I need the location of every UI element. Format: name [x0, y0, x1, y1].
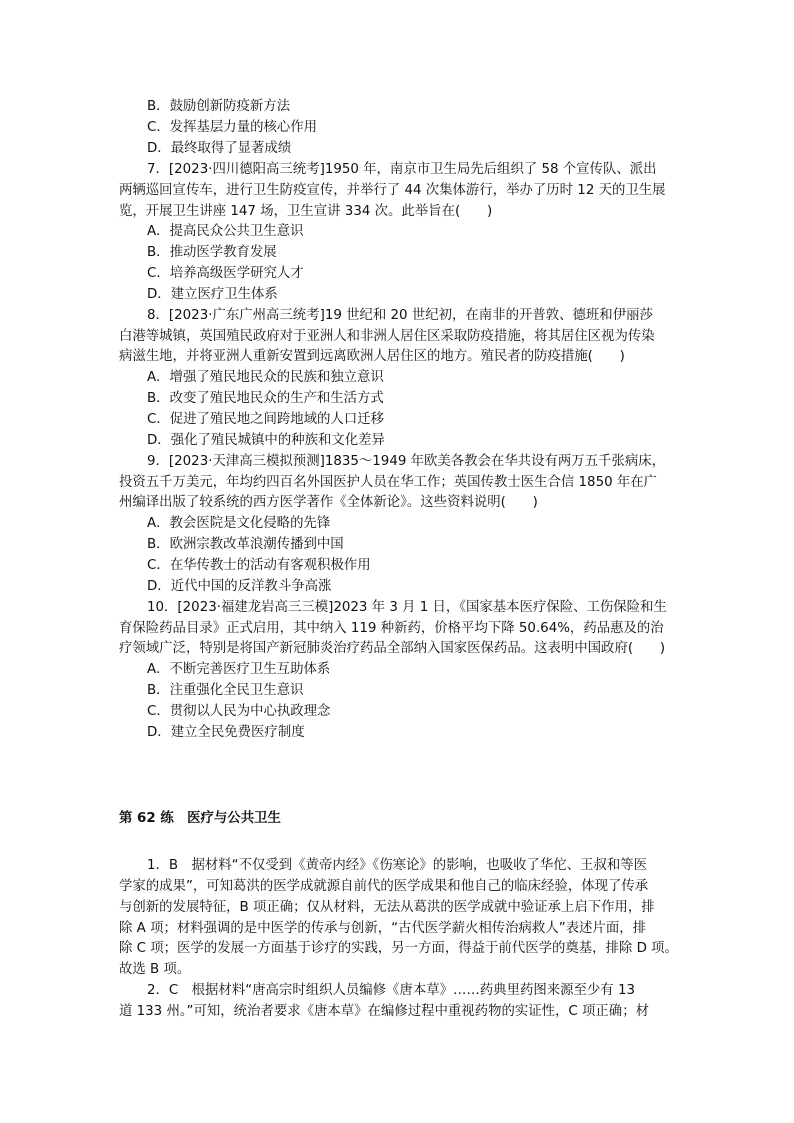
- q9-stem-line-2: 投资五千万美元，年均约四百名外国医护人员在华工作；英国传教士医生合信 1850 年在广: [119, 475, 658, 490]
- q8-option-c: C．促进了殖民地之间跨地域的人口迁移: [147, 412, 384, 427]
- q10-stem-line-2: 育保险药品目录》正式启用，其中纳入 119 种新药，价格平均下降 50.64%，药品惠及的治: [119, 621, 664, 636]
- answer-1-line-3: 与创新的发展特征，B 项正确；仅从材料，无法从葛洪的医学成就中验证承上启下作用，排: [119, 900, 655, 915]
- q9-option-b: B．欧洲宗教改革浪潮传播到中国: [147, 537, 344, 552]
- q7-option-a: A．提高民众公共卫生意识: [147, 224, 304, 239]
- q9-stem-line-1: 9．[2023·天津高三模拟预测]1835～1949 年欧美各教会在华共设有两万五千张病床，: [147, 454, 666, 469]
- q8-option-b: B．改变了殖民地民众的生产和生活方式: [147, 391, 384, 406]
- q8-stem-line-2: 白港等城镇，英国殖民政府对于亚洲人和非洲人居住区采取防疫措施，将其居住区视为传染: [119, 329, 655, 344]
- q6-option-b: B．鼓励创新防疫新方法: [147, 99, 291, 114]
- q10-option-a: A．不断完善医疗卫生互助体系: [147, 662, 331, 677]
- answer-2-line-1: 2．C 根据材料“唐高宗时组织人员编修《唐本草》……药典里药图来源至少有 13: [147, 983, 635, 998]
- q10-stem-line-1: 10．[2023·福建龙岩高三三模]2023 年 3 月 1 日，《国家基本医疗保险、工伤保险和生: [147, 600, 667, 615]
- q10-option-b: B．注重强化全民卫生意识: [147, 683, 304, 698]
- q8-stem-line-3: 病滋生地，并将亚洲人重新安置到远离欧洲人居住区的地方。殖民者的防疫措施( ): [119, 349, 625, 364]
- q7-option-d: D．建立医疗卫生体系: [147, 287, 278, 302]
- q10-stem-line-3: 疗领域广泛，特别是将国产新冠肺炎治疗药品全部纳入国家医保药品。这表明中国政府( ): [119, 641, 666, 656]
- answer-1-line-5: 除 C 项；医学的发展一方面基于诊疗的实践，另一方面，得益于前代医学的奠基，排除 D 项。: [119, 941, 678, 956]
- q9-option-c: C．在华传教士的活动有客观积极作用: [147, 558, 371, 573]
- q9-option-d: D．近代中国的反洋教斗争高涨: [147, 579, 332, 594]
- q7-stem-line-1: 7．[2023·四川德阳高三统考]1950 年，南京市卫生局先后组织了 58 个宣传队、派出: [147, 162, 657, 177]
- q8-stem-line-1: 8．[2023·广东广州高三统考]19 世纪和 20 世纪初，在南非的开普敦、德班和伊丽莎: [147, 308, 653, 323]
- q9-option-a: A．教会医院是文化侵略的先锋: [147, 516, 331, 531]
- q7-option-c: C．培养高级医学研究人才: [147, 266, 304, 281]
- q7-stem-line-3: 览，开展卫生讲座 147 场，卫生宣讲 334 次。此举旨在( ): [119, 204, 493, 219]
- answer-1-line-1: 1．B 据材料“不仅受到《黄帝内经》《伤寒论》的影响，也吸收了华佗、王叔和等医: [147, 858, 648, 873]
- answers-section-title: 第 62 练 医疗与公共卫生: [119, 811, 281, 826]
- q8-option-a: A．增强了殖民地民众的民族和独立意识: [147, 370, 384, 385]
- q7-option-b: B．推动医学教育发展: [147, 245, 277, 260]
- answer-1-line-4: 除 A 项；材料强调的是中医学的传承与创新，“古代医学薪火相传治病救人”表述片面，排: [119, 921, 646, 936]
- q10-option-d: D．建立全民免费医疗制度: [147, 725, 305, 740]
- q7-stem-line-2: 两辆巡回宣传车，进行卫生防疫宣传，并举行了 44 次集体游行，举办了历时 12 天的卫生展: [119, 183, 666, 198]
- q6-option-c: C．发挥基层力量的核心作用: [147, 120, 318, 135]
- q10-option-c: C．贯彻以人民为中心执政理念: [147, 704, 331, 719]
- answer-2-line-2: 道 133 州。”可知，统治者要求《唐本草》在编修过程中重视药物的实证性，C 项正确；材: [119, 1004, 649, 1019]
- q8-option-d: D．强化了殖民城镇中的种族和文化差异: [147, 433, 385, 448]
- answer-1-line-6: 故选 B 项。: [119, 962, 191, 977]
- q9-stem-line-3: 州编译出版了较系统的西方医学著作《全体新论》。这些资料说明( ): [119, 495, 538, 510]
- answer-1-line-2: 学家的成果”，可知葛洪的医学成就源自前代的医学成果和他自己的临床经验，体现了传承: [119, 879, 649, 894]
- q6-option-d: D．最终取得了显著成绩: [147, 141, 292, 156]
